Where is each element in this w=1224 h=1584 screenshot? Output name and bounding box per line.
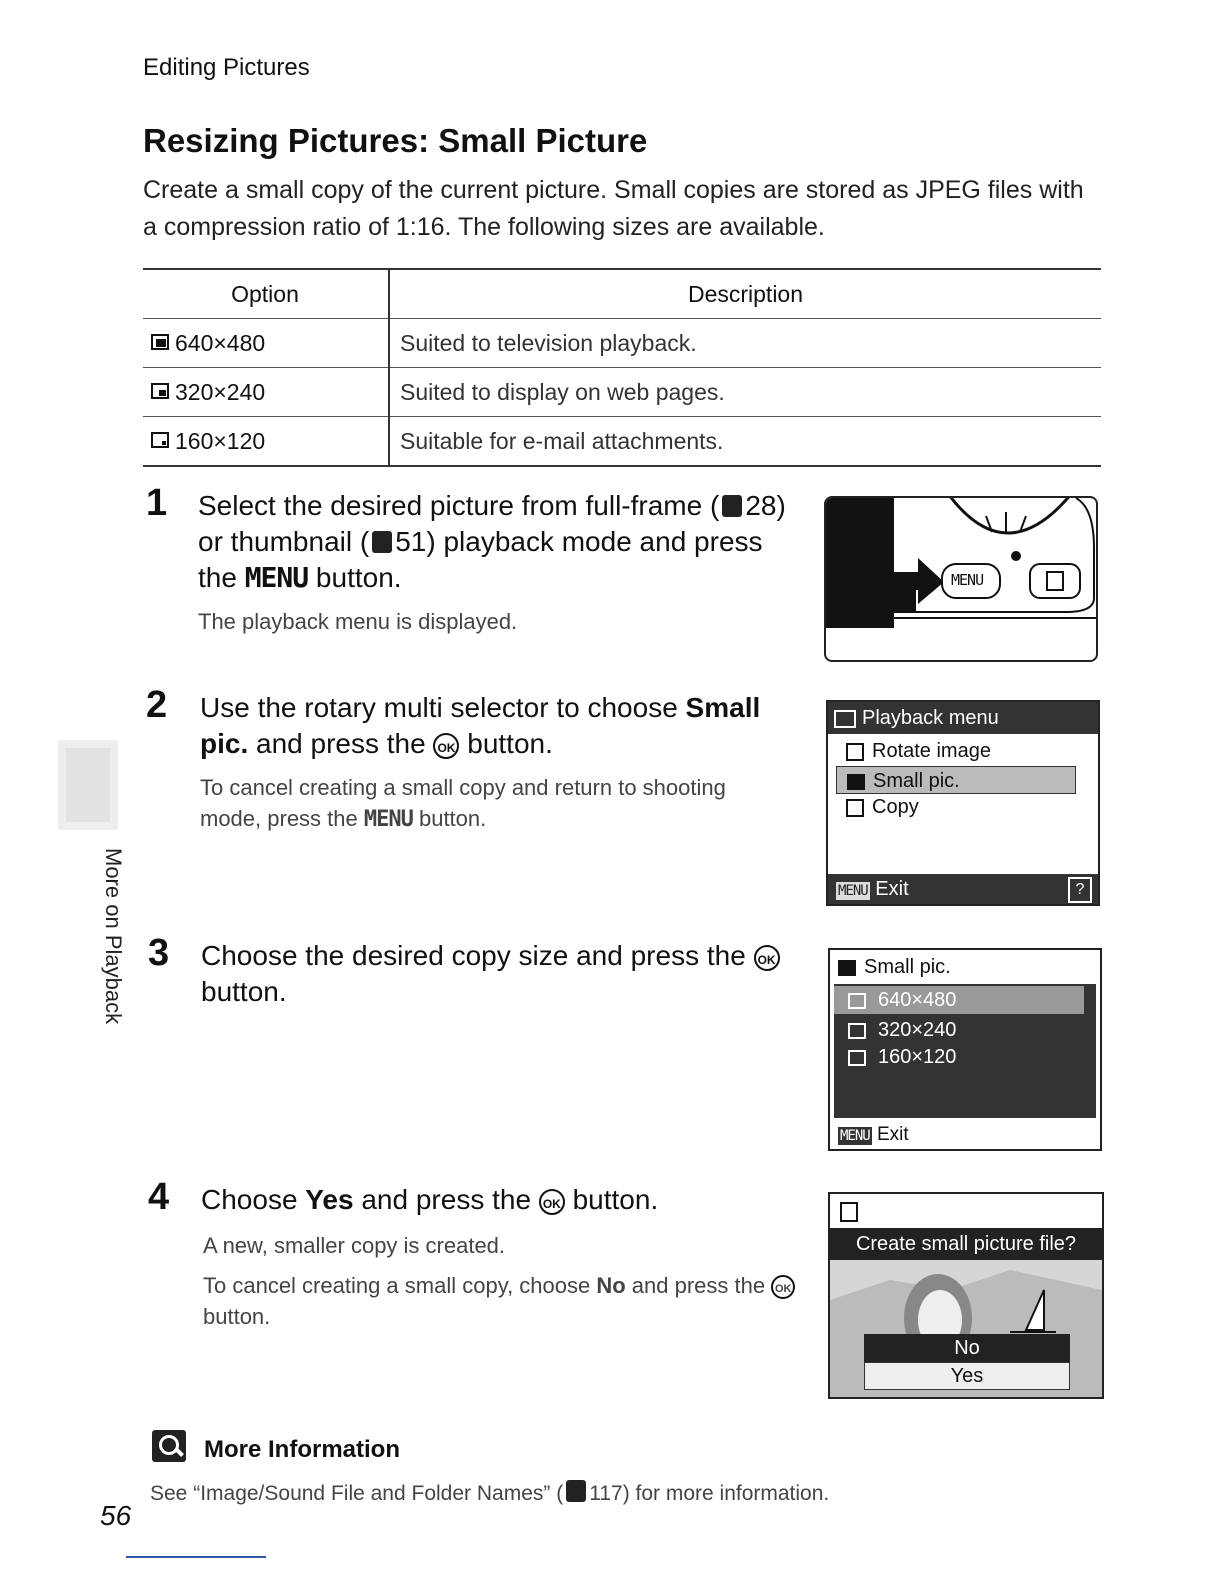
size-320-icon [848, 1023, 866, 1039]
table-row [143, 368, 1101, 417]
small-pic-icon [838, 960, 856, 976]
page-title: Resizing Pictures: Small Picture [143, 122, 648, 159]
intro-paragraph: Create a small copy of the current picture. Small copies are stored as JPEG files with a compression ratio of 1:16. The following sizes are available. [143, 176, 1084, 241]
more-info-icon [152, 1430, 186, 1462]
step-4-note-1: A new, smaller copy is created. [203, 1233, 506, 1258]
confirm-question: Create small picture file? [830, 1228, 1102, 1260]
table-cell-description: Suitable for e-mail attachments. [389, 417, 1101, 467]
menu-item-small-pic[interactable]: Small pic. [836, 766, 1076, 794]
page-ref-icon [566, 1480, 586, 1502]
step-1-text: Select the desired picture from full-frame ( 28) or thumbnail ( 51) playback mode and press the MENU button. [198, 490, 786, 594]
table-cell-option [143, 319, 389, 368]
side-tab-pattern-icon [58, 740, 118, 830]
option-label: 320×240 [175, 378, 266, 405]
size-160-icon [151, 432, 169, 448]
playback-menu-screen [826, 700, 1100, 906]
menu-item-copy[interactable]: Copy [846, 796, 919, 819]
small-pic-footer: MENU Exit [840, 1124, 909, 1145]
table-cell-description: Suited to display on web pages. [389, 368, 1101, 417]
menu-label: MENU [363, 807, 413, 832]
small-pic-screen [828, 948, 1102, 1151]
table-cell-option [143, 368, 389, 417]
size-options-table [143, 268, 1101, 467]
table-header-option: Option [143, 269, 389, 319]
copy-icon [846, 799, 864, 817]
step-2-note: To cancel creating a small copy and return to shooting mode, press the MENU button. [200, 775, 726, 832]
playback-menu-footer: MENU Exit ? [828, 874, 1098, 904]
help-icon: ? [1068, 877, 1092, 903]
page-number: 56 [100, 1500, 132, 1531]
small-pic-title: Small pic. [838, 956, 951, 979]
side-tab-label: More on Playback [101, 848, 126, 1025]
table-row [143, 319, 1101, 368]
more-info-text: See “Image/Sound File and Folder Names” ( 117) for more information. [150, 1482, 830, 1505]
step-4-text: Choose Yes and press the OK button. [201, 1184, 659, 1215]
table-cell-description: Suited to television playback. [389, 319, 1101, 368]
size-item-320[interactable]: 320×240 [848, 1016, 956, 1044]
rotate-icon [846, 743, 864, 761]
ok-button-icon: OK [433, 733, 459, 759]
small-pic-icon [847, 774, 865, 790]
camera-back-illustration [824, 496, 1098, 662]
page-ref-icon [722, 495, 742, 517]
camera-menu-button: MENU [951, 571, 984, 589]
size-item-160[interactable]: 160×120 [848, 1043, 956, 1071]
size-320-icon [151, 383, 169, 399]
option-no[interactable]: No [864, 1334, 1070, 1362]
table-header-row [143, 269, 1101, 319]
step-3-text: Choose the desired copy size and press the OK button. [201, 938, 801, 1010]
option-yes[interactable]: Yes [864, 1362, 1070, 1390]
menu-exit-key: MENU [838, 883, 868, 899]
menu-exit-key: MENU [840, 1128, 870, 1144]
page-ref-icon [372, 531, 392, 553]
menu-label: MENU [244, 561, 309, 594]
step-4-note-2: To cancel creating a small copy, choose No and press the OK button. [203, 1270, 803, 1332]
size-160-icon [848, 1050, 866, 1066]
option-label: 160×120 [175, 427, 266, 454]
size-item-640[interactable]: 640×480 [834, 986, 1084, 1014]
playback-icon [834, 710, 856, 728]
step-1-note: The playback menu is displayed. [198, 609, 518, 634]
ok-button-icon: OK [754, 945, 780, 971]
size-640-icon [848, 993, 866, 1009]
table-header-description: Description [389, 269, 1101, 319]
playback-menu-title-bar: Playback menu [828, 702, 1098, 734]
ok-button-icon: OK [771, 1275, 795, 1299]
size-list [834, 984, 1096, 1118]
option-label: 640×480 [175, 329, 266, 356]
more-info-heading: More Information [204, 1436, 400, 1463]
ok-button-icon: OK [539, 1189, 565, 1215]
footer-rule [126, 1556, 266, 1558]
step-2-text: Use the rotary multi selector to choose Small pic. and press the OK button. [200, 692, 761, 759]
section-header: Editing Pictures [143, 54, 310, 81]
menu-item-rotate[interactable]: Rotate image [846, 740, 991, 763]
confirm-screen [828, 1192, 1104, 1399]
step-1-number: 1 [146, 482, 168, 524]
step-2-number: 2 [146, 684, 168, 726]
table-row [143, 417, 1101, 467]
small-pic-icon [840, 1202, 858, 1222]
step-4-number: 4 [148, 1176, 170, 1218]
size-640-icon [151, 334, 169, 350]
table-cell-option [143, 417, 389, 467]
step-3-number: 3 [148, 932, 170, 974]
